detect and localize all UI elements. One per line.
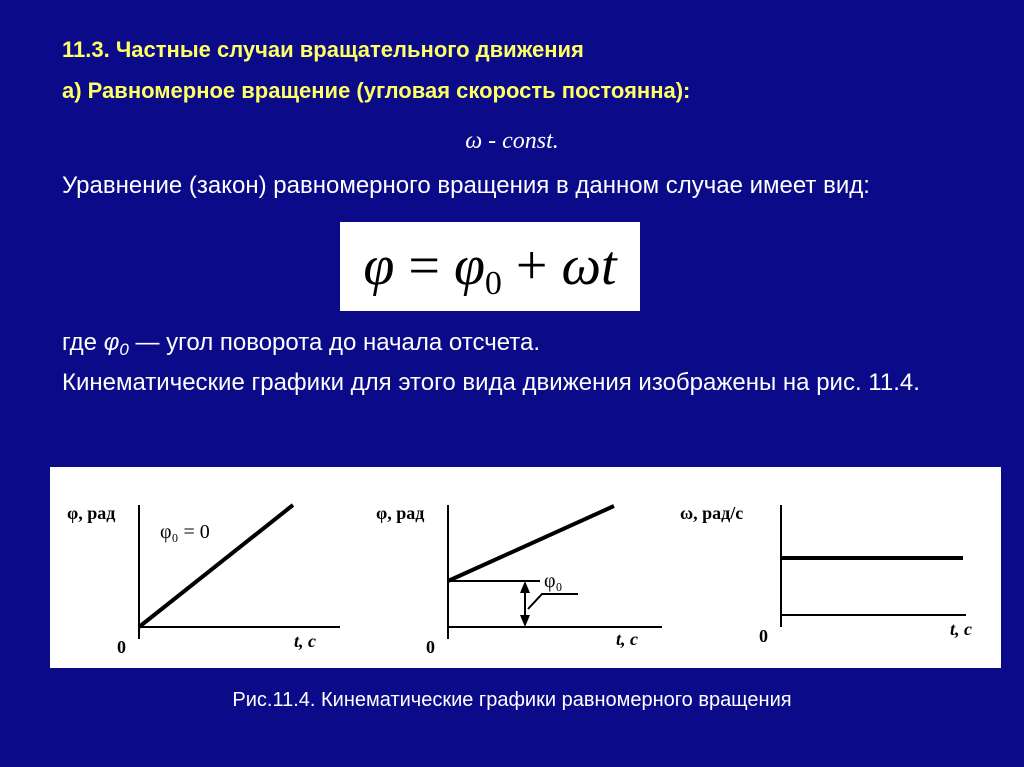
equation-lhs: φ: [363, 235, 395, 297]
graph3-y-label: ω, рад/с: [680, 503, 744, 523]
graph1-origin-label: 0: [117, 637, 126, 657]
phi0-definition-text: [62, 327, 982, 366]
phi-subscript: 0: [119, 340, 129, 359]
graph-angle-zero-start: [67, 503, 340, 657]
section-title: 11.3. Частные случаи вращательного движения: [62, 37, 584, 62]
equation-equals: =: [408, 235, 440, 297]
graph-angle-offset-start: [376, 503, 662, 657]
equation-phi0-subscript: 0: [484, 265, 502, 302]
graph1-x-label: t, с: [294, 631, 316, 651]
graph1-y-label: φ, рад: [67, 503, 116, 523]
graph3-x-label: t, с: [950, 619, 972, 639]
graph2-phi0-leader: [528, 594, 578, 609]
graph2-phi0-arrow-down: [520, 615, 530, 627]
phi-symbol: φ: [103, 329, 120, 356]
where-prefix: где: [62, 329, 104, 356]
equation-plus: +: [515, 235, 548, 297]
where-rest: — угол поворота до начала отсчета.: [128, 329, 540, 356]
equation-intro-text: Уравнение (закон) равномерного вращения в данном случае имеет вид:: [62, 172, 870, 199]
equation-rhs: ωt: [561, 235, 617, 297]
omega-const-formula: ω - const.: [465, 128, 559, 154]
graph2-phi0-annotation: φ₀: [544, 570, 563, 592]
rotation-equation: [340, 222, 640, 311]
graphs-reference-text: Кинематические графики для этого вида движения изображены на рис. 11.4.: [62, 369, 920, 396]
graph3-origin-label: 0: [759, 626, 768, 646]
figure-caption: Рис.11.4. Кинематические графики равномерного вращения: [232, 689, 792, 711]
graphs-svg: [50, 467, 1001, 668]
graph2-origin-label: 0: [426, 637, 435, 657]
graph2-x-label: t, с: [616, 629, 638, 649]
graph-angular-velocity: [680, 503, 972, 646]
subsection-title: а) Равномерное вращение (угловая скорость постоянна):: [62, 78, 691, 103]
graph1-phi0-annotation: φ₀ = 0: [160, 521, 210, 543]
kinematic-graphs-figure: [50, 467, 1001, 668]
graph2-phi0-arrow-up: [520, 581, 530, 593]
graph2-phi-line: [448, 506, 614, 581]
graph2-y-label: φ, рад: [376, 503, 425, 523]
equation-phi0: φ: [453, 235, 485, 297]
